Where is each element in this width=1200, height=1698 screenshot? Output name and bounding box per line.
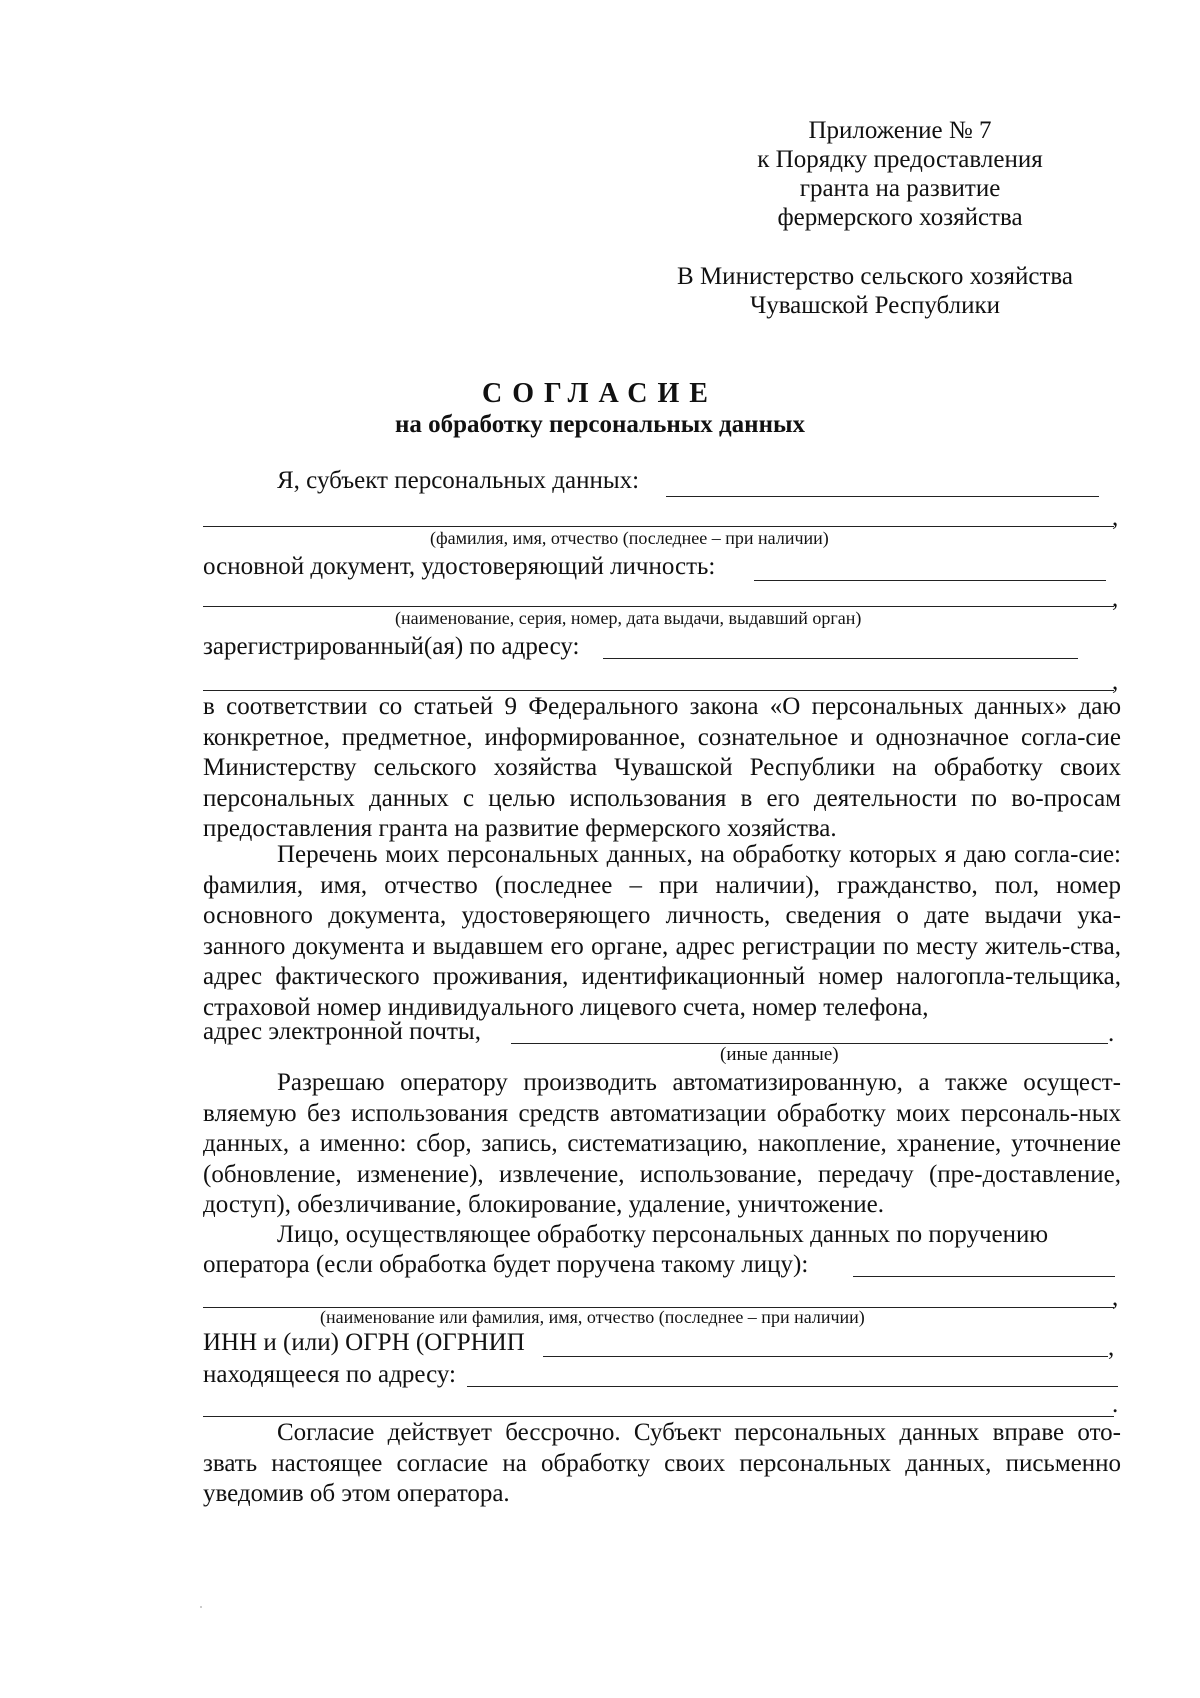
inn-label: ИНН и (или) ОГРН (ОГРНИП xyxy=(203,1329,525,1356)
addressee-line-2: Чувашской Республики xyxy=(749,292,1001,319)
period: . xyxy=(1112,1391,1119,1418)
address-line-1[interactable] xyxy=(603,658,1078,659)
paragraph-data-list: Перечень моих персональных данных, на обработку которых я даю согла-сие: фамилия, имя, отчество (последнее – при наличии), гражданство, пол, номер основного документа, удостоверяющего личность, сведения о дате выдачи ука-занного документа и выдавшем его органе, адрес регистрации по месту житель-ства, адрес фактического проживания, идентификационный номер налогопла-тельщика, страховой номер индивидуального лицевого счета, номер телефона, xyxy=(203,841,1121,1021)
document-label: основной документ, удостоверяющий личность: xyxy=(203,553,716,580)
subject-name-line-2[interactable] xyxy=(203,526,1114,527)
subject-caption: (фамилия, имя, отчество (последнее – при наличии) xyxy=(430,528,829,548)
comma: , xyxy=(1112,585,1119,612)
document-line-2[interactable] xyxy=(203,606,1114,607)
location-label: находящееся по адресу: xyxy=(203,1361,456,1388)
paragraph-processor: Лицо, осуществляющее обработку персональных данных по поручению xyxy=(277,1221,1049,1248)
address-line-2[interactable] xyxy=(203,690,1114,691)
paragraph-validity: Согласие действует бессрочно. Субъект персональных данных вправе ото-звать настоящее согласие на обработку своих персональных данных, письменно уведомив об этом оператора. xyxy=(203,1419,1121,1508)
document-line-1[interactable] xyxy=(754,580,1106,581)
paragraph-data-list-last: адрес электронной почты, xyxy=(203,1018,481,1045)
paragraph-operations: Разрешаю оператору производить автоматизированную, а также осущест-вляемую без использования средств автоматизации обработку моих персональ-ных данных, а именно: сбор, запись, систематизацию, накопление, хранение, уточнение (обновление, изменение), извлечение, использование, передачу (пре-доставление, доступ), обезличивание, блокирование, удаление, уничтожение. xyxy=(203,1069,1121,1219)
period: . xyxy=(1108,1020,1115,1047)
paragraph-processor-last: оператора (если обработка будет поручена такому лицу): xyxy=(203,1251,809,1278)
address-label: зарегистрированный(ая) по адресу: xyxy=(203,633,580,660)
annex-line-3: гранта на развитие xyxy=(799,175,1001,202)
document-caption: (наименование, серия, номер, дата выдачи, выдавший орган) xyxy=(395,608,862,628)
comma: , xyxy=(1112,504,1119,531)
location-line-1[interactable] xyxy=(467,1386,1118,1387)
comma: , xyxy=(1108,1334,1115,1361)
other-data-caption: (иные данные) xyxy=(720,1044,839,1065)
inn-line[interactable] xyxy=(543,1356,1108,1357)
subject-name-line-1[interactable] xyxy=(666,496,1099,497)
annex-line-2: к Порядку предоставления xyxy=(757,146,1043,173)
subject-label: Я, субъект персональных данных: xyxy=(277,467,640,494)
annex-number: Приложение № 7 xyxy=(808,117,992,144)
processor-caption: (наименование или фамилия, имя, отчество (последнее – при наличии) xyxy=(320,1307,865,1327)
document-title: СОГЛАСИЕ xyxy=(482,378,718,409)
processor-line-1[interactable] xyxy=(853,1276,1115,1277)
document-subtitle: на обработку персональных данных xyxy=(395,411,805,438)
annex-line-4: фермерского хозяйства xyxy=(777,204,1023,231)
addressee-line-1: В Министерство сельского хозяйства xyxy=(677,263,1073,290)
location-line-2[interactable] xyxy=(203,1416,1114,1417)
paragraph-consent-basis: в соответствии со статьей 9 Федерального закона «О персональных данных» даю конкретное, предметное, информированное, сознательное и однозначное согла-сие Министерству сельского хозяйства Чувашской Республики на обработку своих персональных данных с целью использования в его деятельности по во-просам предоставления гранта на развитие фермерского хозяйства. xyxy=(203,693,1121,843)
comma: , xyxy=(1112,1284,1119,1311)
comma: , xyxy=(1112,668,1119,695)
scan-speck xyxy=(200,1606,202,1608)
